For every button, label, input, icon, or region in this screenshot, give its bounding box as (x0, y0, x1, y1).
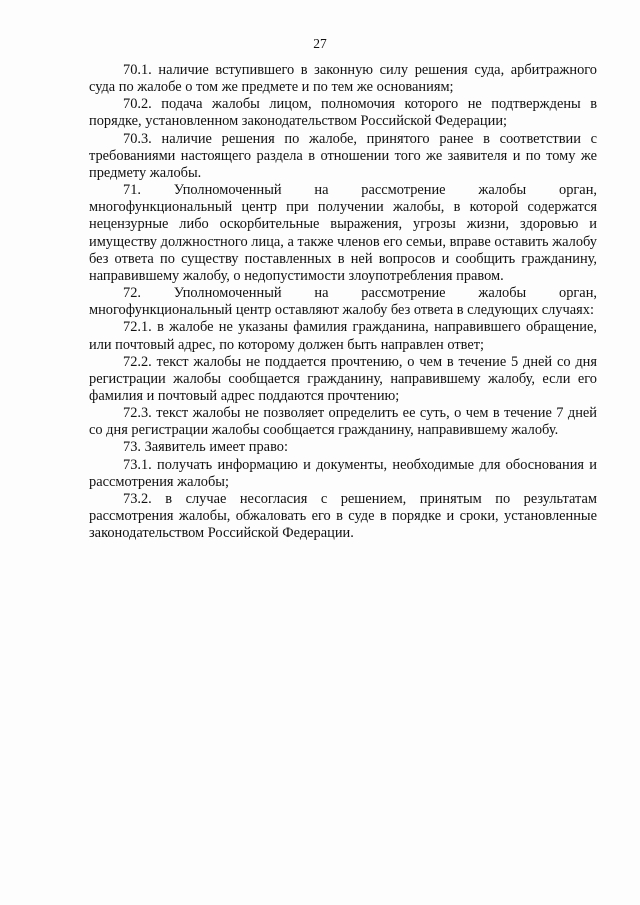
paragraph-72-3: 72.3. текст жалобы не позволяет определить ее суть, о чем в течение 7 дней со дня регистрации жалобы сообщается гражданину, направившему жалобу. (89, 405, 597, 439)
paragraph-70-3: 70.3. наличие решения по жалобе, принятого ранее в соответствии с требованиями настоящего раздела в отношении того же заявителя и по тому же предмету жалобы. (89, 130, 597, 181)
paragraph-73-2: 73.2. в случае несогласия с решением, принятым по результатам рассмотрения жалобы, обжаловать его в суде в порядке и сроки, установленные законодательством Российской Федерации. (89, 490, 597, 542)
paragraph-70-1: 70.1. наличие вступившего в законную силу решения суда, арбитражного суда по жалобе о том же предмете и по тем же основаниям; (89, 62, 597, 96)
paragraph-70-2: 70.2. подача жалобы лицом, полномочия которого не подтверждены в порядке, установленном законодательством Российской Федерации; (89, 96, 597, 130)
paragraph-72: 72. Уполномоченный на рассмотрение жалобы орган, многофункциональный центр оставляют жалобу без ответа в следующих случаях: (89, 285, 597, 319)
paragraph-72-1: 72.1. в жалобе не указаны фамилия гражданина, направившего обращение, или почтовый адрес, по которому должен быть направлен ответ; (89, 319, 597, 353)
paragraph-73-1: 73.1. получать информацию и документы, необходимые для обоснования и рассмотрения жалобы; (89, 456, 597, 490)
paragraph-71: 71. Уполномоченный на рассмотрение жалобы орган, многофункциональный центр при получении жалобы, в которой содержатся нецензурные либо оскорбительные выражения, угрозы жизни, здоровью и имуществу должностного лица, а также членов его семьи, вправе оставить жалобу без ответа по существу поставленных в ней вопросов и сообщить гражданину, направившему жалобу, о недопустимости злоупотребления правом. (89, 182, 597, 284)
paragraph-72-2: 72.2. текст жалобы не поддается прочтению, о чем в течение 5 дней со дня регистрации жалобы сообщается гражданину, направившему жалобу, если его фамилия и почтовый адрес поддаются прочтению; (89, 353, 597, 404)
paragraph-73: 73. Заявитель имеет право: (123, 439, 288, 456)
page-number: 27 (313, 36, 327, 51)
document-body (89, 62, 597, 542)
